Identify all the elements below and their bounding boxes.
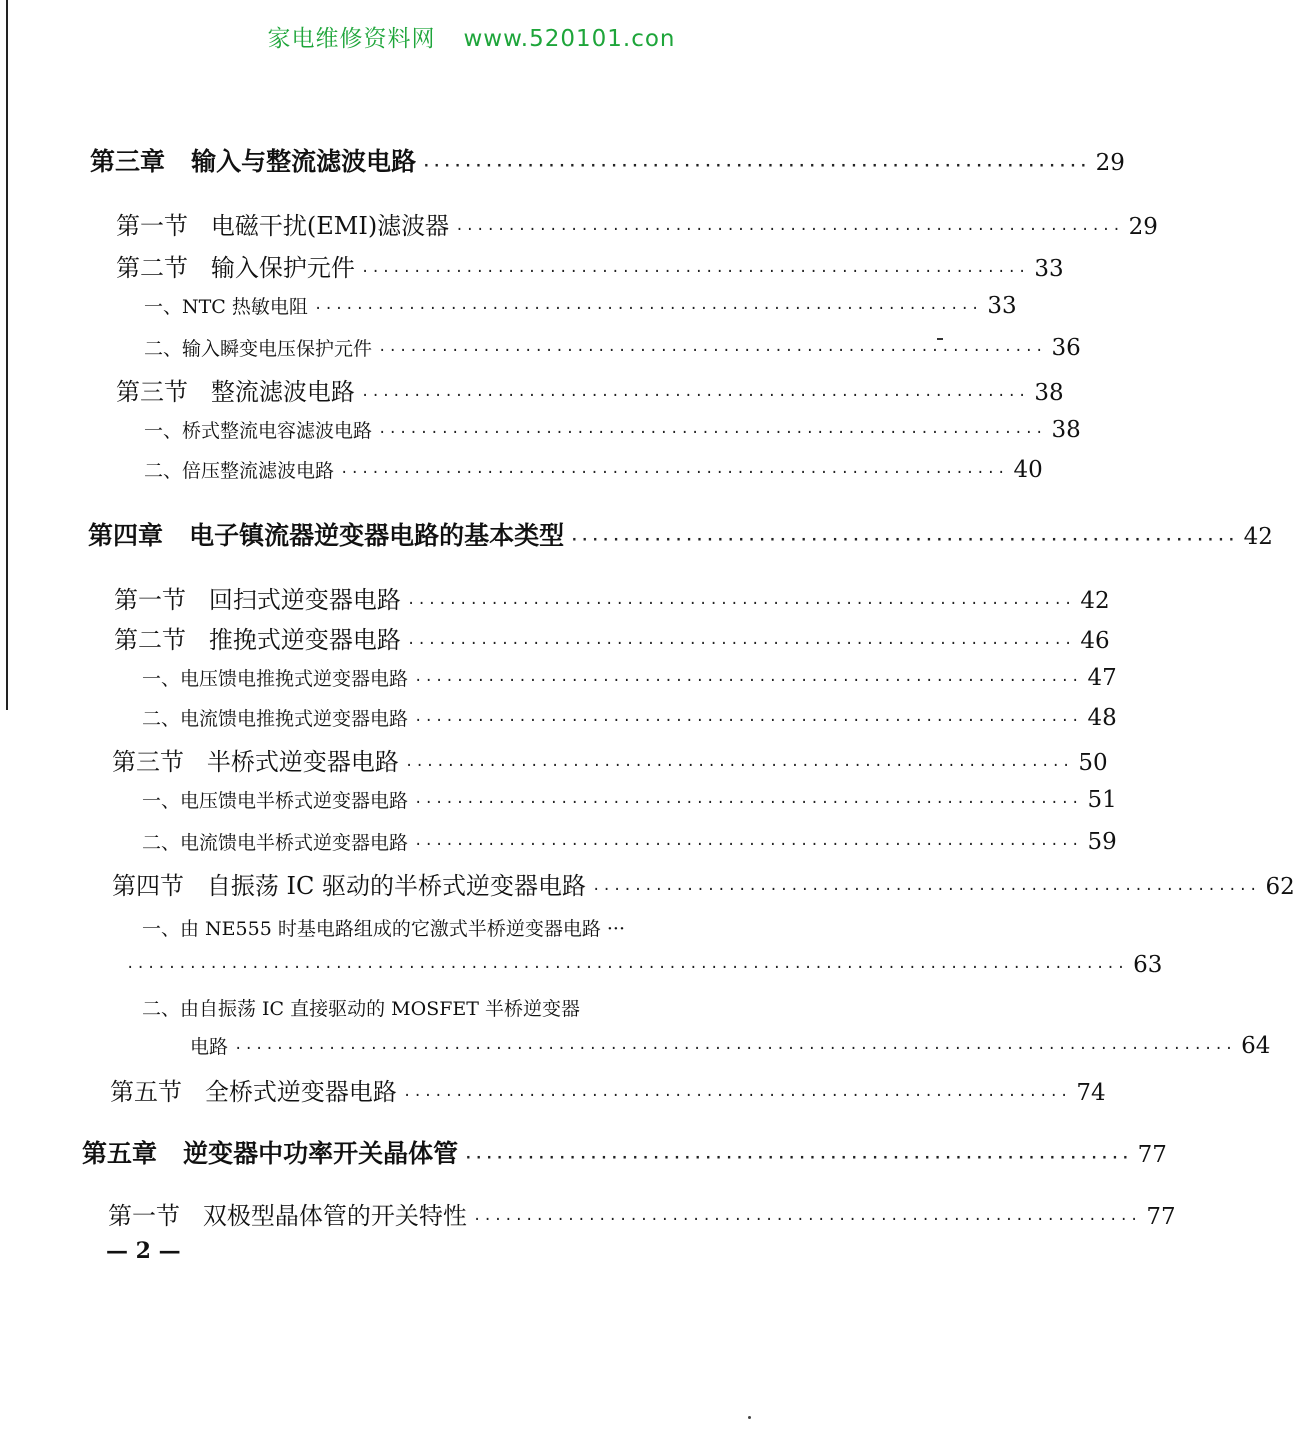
toc-item-3-3-1[interactable]	[144, 416, 1081, 443]
toc-item-4-3-1[interactable]	[142, 786, 1117, 813]
toc-item-4-2-1[interactable]	[142, 664, 1117, 691]
toc-page: 38	[1034, 380, 1064, 406]
toc-section-3-3[interactable]	[116, 372, 1064, 407]
toc-section-4-4[interactable]	[112, 866, 1295, 901]
toc-section-3-1[interactable]	[116, 206, 1158, 241]
dot-leader: ································································	[570, 532, 1238, 548]
toc-page: 46	[1080, 628, 1110, 654]
scan-edge-mark	[937, 338, 943, 340]
scan-edge-line	[6, 0, 8, 710]
toc-title: 二、由自振荡 IC 直接驱动的 MOSFET 半桥逆变器	[142, 998, 580, 1020]
watermark	[0, 20, 943, 53]
page-number: — 2 —	[106, 1238, 181, 1264]
dot-leader: ································································	[464, 1150, 1132, 1166]
toc-page: 77	[1137, 1142, 1167, 1168]
toc-page: 51	[1087, 787, 1117, 813]
toc-item-3-2-1[interactable]	[144, 292, 1017, 319]
toc-title: 一、电压馈电推挽式逆变器电路	[142, 668, 409, 690]
toc-title: 第一节 回扫式逆变器电路	[114, 586, 401, 614]
watermark-url: www.520101.con	[463, 26, 676, 52]
dot-leader: ································································	[472, 1212, 1141, 1228]
dot-leader: ································································	[378, 425, 1046, 441]
toc-title: 二、电流馈电半桥式逆变器电路	[142, 832, 409, 854]
dot-leader: ································································································	[234, 1041, 1236, 1057]
dot-leader: ································································	[360, 264, 1029, 280]
toc-page: 50	[1078, 750, 1108, 776]
toc-section-3-2[interactable]	[116, 248, 1064, 283]
toc-section-4-3[interactable]	[112, 742, 1108, 777]
dot-leader: ································································································	[126, 960, 1128, 976]
toc-title: 一、桥式整流电容滤波电路	[144, 420, 373, 442]
toc-page: 36	[1051, 335, 1081, 361]
toc-page: 29	[1095, 150, 1125, 176]
dot-leader: ································································	[313, 301, 982, 317]
toc-title: 第二节 输入保护元件	[116, 254, 355, 282]
toc-title: 一、NTC 热敏电阻	[144, 296, 308, 318]
toc-page: 63	[1133, 952, 1163, 978]
dot-leader: ································································	[404, 758, 1073, 774]
toc-chapter-5[interactable]	[82, 1134, 1167, 1170]
toc-page: 48	[1087, 705, 1117, 731]
dot-leader: ···	[606, 918, 626, 940]
toc-title: 第四章 电子镇流器逆变器电路的基本类型	[88, 521, 565, 550]
toc-title: 第二节 推挽式逆变器电路	[114, 626, 401, 654]
dot-leader: ································································	[414, 713, 1082, 729]
dot-leader: ································································	[340, 465, 1008, 481]
toc-title: 一、电压馈电半桥式逆变器电路	[142, 790, 409, 812]
dot-leader: ································································	[422, 158, 1090, 174]
toc-page: 59	[1087, 829, 1117, 855]
dot-leader: ································································	[406, 596, 1075, 612]
toc-title: 第四节 自振荡 IC 驱动的半桥式逆变器电路	[112, 872, 586, 900]
toc-page: 77	[1146, 1204, 1176, 1230]
dot-leader: ································································	[406, 636, 1075, 652]
toc-title: 第三节 整流滤波电路	[116, 378, 355, 406]
toc-chapter-3[interactable]	[90, 142, 1125, 178]
toc-item-4-3-2[interactable]	[142, 828, 1117, 855]
toc-title: 第五节 全桥式逆变器电路	[110, 1078, 397, 1106]
toc-title: 第三章 输入与整流滤波电路	[90, 147, 417, 176]
toc-section-5-1[interactable]	[108, 1196, 1176, 1231]
toc-page: 74	[1076, 1080, 1106, 1106]
dot-leader: ································································	[402, 1088, 1071, 1104]
toc-title: 一、由 NE555 时基电路组成的它激式半桥逆变器电路	[142, 918, 601, 940]
toc-item-3-2-2[interactable]	[144, 334, 1081, 361]
toc-title: 第一节 电磁干扰(EMI)滤波器	[116, 212, 450, 240]
toc-page: 38	[1051, 417, 1081, 443]
dot-leader: ································································	[378, 343, 1046, 359]
toc-item-4-4-1-second-line[interactable]	[126, 952, 1163, 978]
dot-leader: ································································	[414, 673, 1082, 689]
toc-section-4-2[interactable]	[114, 620, 1110, 655]
toc-page: 33	[1034, 256, 1064, 282]
toc-item-3-3-2[interactable]	[144, 456, 1043, 483]
toc-page: 40	[1013, 457, 1043, 483]
dot-leader: ································································	[360, 388, 1029, 404]
toc-section-4-5[interactable]	[110, 1072, 1106, 1107]
toc-title: 二、输入瞬变电压保护元件	[144, 338, 373, 360]
toc-title: 第一节 双极型晶体管的开关特性	[108, 1202, 467, 1230]
dot-leader: ································································	[592, 882, 1260, 898]
watermark-site: 家电维修资料网	[267, 26, 436, 52]
toc-title-continuation: 电路	[190, 1036, 229, 1058]
toc-page: 42	[1080, 588, 1110, 614]
toc-item-4-2-2[interactable]	[142, 704, 1117, 731]
toc-page: 62	[1265, 874, 1295, 900]
scan-speck	[748, 1416, 751, 1419]
toc-item-4-4-2-first-line[interactable]	[142, 994, 580, 1021]
toc-item-4-4-1-first-line[interactable]	[142, 914, 625, 941]
toc-page: 47	[1087, 665, 1117, 691]
toc-title: 第三节 半桥式逆变器电路	[112, 748, 399, 776]
toc-page: 42	[1243, 524, 1273, 550]
toc-page: 64	[1241, 1033, 1271, 1059]
toc-chapter-4[interactable]	[88, 516, 1273, 552]
toc-page: 29	[1128, 214, 1158, 240]
toc-title: 二、倍压整流滤波电路	[144, 460, 335, 482]
dot-leader: ································································	[455, 222, 1123, 238]
toc-item-4-4-2-second-line[interactable]	[190, 1032, 1271, 1059]
toc-page: 33	[987, 293, 1017, 319]
toc-title: 第五章 逆变器中功率开关晶体管	[82, 1139, 459, 1168]
toc-section-4-1[interactable]	[114, 580, 1110, 615]
dot-leader: ································································	[414, 837, 1082, 853]
toc-title: 二、电流馈电推挽式逆变器电路	[142, 708, 409, 730]
dot-leader: ································································	[414, 795, 1082, 811]
